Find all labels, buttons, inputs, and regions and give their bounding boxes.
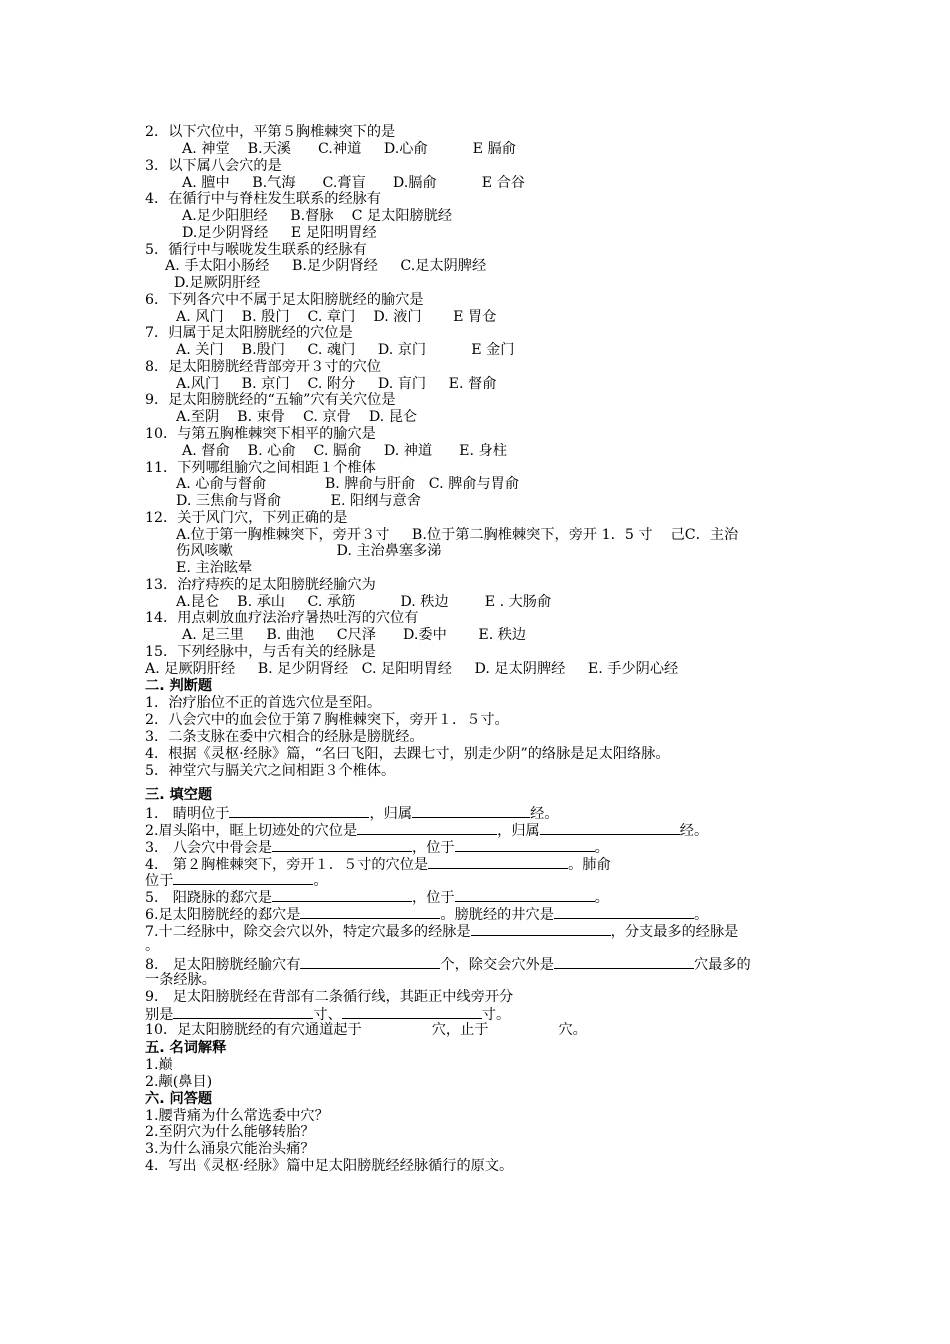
q8-options: A.风门 B. 京门 C. 附分 D. 肓门 E. 督俞 [176,376,497,392]
q15-options: A. 足厥阴肝经 B. 足少阴肾经 C. 足阳明胃经 D. 足太阴脾经 E. 手少阴心经 [145,661,679,677]
blank[interactable] [455,888,595,902]
q12-options-3: E. 主治眩晕 [176,560,253,576]
fill-item-7: 7.十二经脉中，除交会穴以外，特定穴最多的经脉是 ，分支最多的经脉是 [145,924,739,940]
fill-item-5: 5． 阳跷脉的郄穴是 ，位于 。 [145,890,609,906]
blank[interactable] [554,955,694,969]
q12-stem: 12．关于风门穴，下列正确的是 [145,510,348,526]
term-item-2: 2.颟(鼻目) [145,1074,213,1090]
qa-item-3: 3.为什么涌泉穴能治头痛？ [145,1141,315,1157]
q13-options: A.昆仑 B. 承山 C. 承筋 D. 秩边 E . 大肠俞 [176,594,552,610]
q4-stem: 4．在循行中与脊柱发生联系的经脉有 [145,191,382,207]
q14-options: A. 足三里 B. 曲池 C尺泽 D.委中 E. 秩边 [182,627,527,643]
q4-options-2: D.足少阴肾经 E 足阳明胃经 [182,225,377,241]
blank[interactable] [540,821,680,835]
fill-item-3: 3． 八会穴中骨会是 ，位于 。 [145,840,609,856]
q2-stem: 2．以下穴位中，平第５胸椎棘突下的是 [145,124,396,140]
q14-stem: 14．用点刺放血疗法治疗暑热吐泻的穴位有 [145,610,419,626]
fill-item-6: 6.足太阳膀胱经的郄穴是 。膀胱经的井穴是 。 [145,907,709,923]
blank[interactable] [471,922,611,936]
q5-options-2: D.足厥阴肝经 [174,275,261,291]
fill-item-10: 10．足太阳膀胱经的有穴通道起于 穴，止于 穴。 [145,1022,587,1038]
fill-item-2: 2.眉头陷中，眶上切迹处的穴位是 ，归属 经。 [145,823,709,839]
blank[interactable] [554,905,694,919]
q10-options: A. 督俞 B. 心俞 C. 膈俞 D. 神道 E. 身柱 [182,443,507,459]
fill-item-7-cont: 。 [145,938,160,954]
q7-options: A. 关门 B.殷门 C. 魂门 D. 京门 E 金门 [176,342,515,358]
blank[interactable] [455,838,595,852]
blank[interactable] [272,838,412,852]
q13-stem: 13．治疗痔疾的足太阳膀胱经腧穴为 [145,577,376,593]
q6-options: A. 风门 B. 殷门 C. 章门 D. 液门 E 胃仓 [176,309,497,325]
judge-item-2: 2．八会穴中的血会位于第７胸椎棘突下，旁开１．５寸。 [145,712,509,728]
q3-stem: 3．以下属八会穴的是 [145,158,282,174]
blank[interactable] [412,804,530,818]
q3-options: A. 膻中 B.气海 C.膏盲 D.膈俞 E 合谷 [182,175,525,191]
fill-item-9-cont: 别是 寸、 寸。 [145,1007,511,1023]
blank[interactable] [300,905,440,919]
qa-item-2: 2.至阴穴为什么能够转胎？ [145,1124,315,1140]
fill-heading: 三. 填空题 [145,787,213,803]
blank[interactable] [300,955,440,969]
q11-stem: 11．下列哪组腧穴之间相距１个椎体 [145,460,376,476]
blank[interactable] [229,804,369,818]
q5-stem: 5．循行中与喉咙发生联系的经脉有 [145,242,367,258]
fill-item-9: 9． 足太阳膀胱经在背部有二条循行线，其距正中线旁开分 [145,989,514,1005]
q4-options-1: A.足少阳胆经 B.督脉 C 足太阳膀胱经 [182,208,453,224]
fill-item-4-cont: 位于 。 [145,873,328,889]
qa-item-4: 4．写出《灵枢·经脉》篇中足太阳膀胱经经脉循行的原文。 [145,1158,514,1174]
qa-heading: 六. 问答题 [145,1091,213,1107]
q12-options-1: A.位于第一胸椎棘突下，旁开３寸 B.位于第二胸椎棘突下，旁开 1．5 寸 己C．主治 [176,527,739,543]
judge-item-1: 1．治疗胎位不正的首选穴位是至阳。 [145,695,382,711]
judge-item-4: 4．根据《灵枢·经脉》篇，“名曰飞阳，去踝七寸，别走少阴”的络脉是足太阳络脉。 [145,746,670,762]
q11-options-1: A. 心俞与督俞 B. 脾俞与肝俞 C. 脾俞与胃俞 [176,476,520,492]
blank[interactable] [342,1005,482,1019]
fill-item-8: 8． 足太阳膀胱经腧穴有 个，除交会穴外是 穴最多的 [145,957,751,973]
fill-item-4: 4． 第２胸椎棘突下，旁开１．５寸的穴位是 。肺俞 [145,857,611,873]
blank[interactable] [428,855,568,869]
q9-stem: 9．足太阳膀胱经的“五输”穴有关穴位是 [145,392,396,408]
judge-item-5: 5．神堂穴与膈关穴之间相距３个椎体。 [145,763,396,779]
judge-item-3: 3．二条支脉在委中穴相合的经脉是膀胱经。 [145,729,424,745]
blank[interactable] [357,821,497,835]
q10-stem: 10．与第五胸椎棘突下相平的腧穴是 [145,426,376,442]
fill-item-1: 1． 睛明位于 ，归属 经。 [145,806,559,822]
q9-options: A.至阴 B. 束骨 C. 京骨 D. 昆仑 [176,409,418,425]
fill-item-8-cont: 一条经脉。 [145,972,216,988]
judge-heading: 二. 判断题 [145,678,213,694]
q6-stem: 6．下列各穴中不属于足太阳膀胱经的腧穴是 [145,292,424,308]
q15-stem: 15．下列经脉中，与舌有关的经脉是 [145,644,376,660]
blank[interactable] [272,888,412,902]
q8-stem: 8．足太阳膀胱经背部旁开３寸的穴位 [145,359,382,375]
q5-options-1: A. 手太阳小肠经 B.足少阴肾经 C.足太阴脾经 [165,258,487,274]
q2-options: A. 神堂 B.天溪 C.神道 D.心俞 E 膈俞 [182,141,516,157]
terms-heading: 五. 名词解释 [145,1040,227,1056]
blank[interactable] [173,1005,313,1019]
q11-options-2: D. 三焦俞与肾俞 E. 阳纲与意舍 [176,493,421,509]
q7-stem: 7．归属于足太阳膀胱经的穴位是 [145,325,353,341]
qa-item-1: 1.腰背痛为什么常选委中穴？ [145,1108,329,1124]
blank[interactable] [173,871,313,885]
term-item-1: 1.巅 [145,1057,173,1073]
q12-options-2: 伤风咳嗽 D. 主治鼻塞多涕 [176,543,442,559]
